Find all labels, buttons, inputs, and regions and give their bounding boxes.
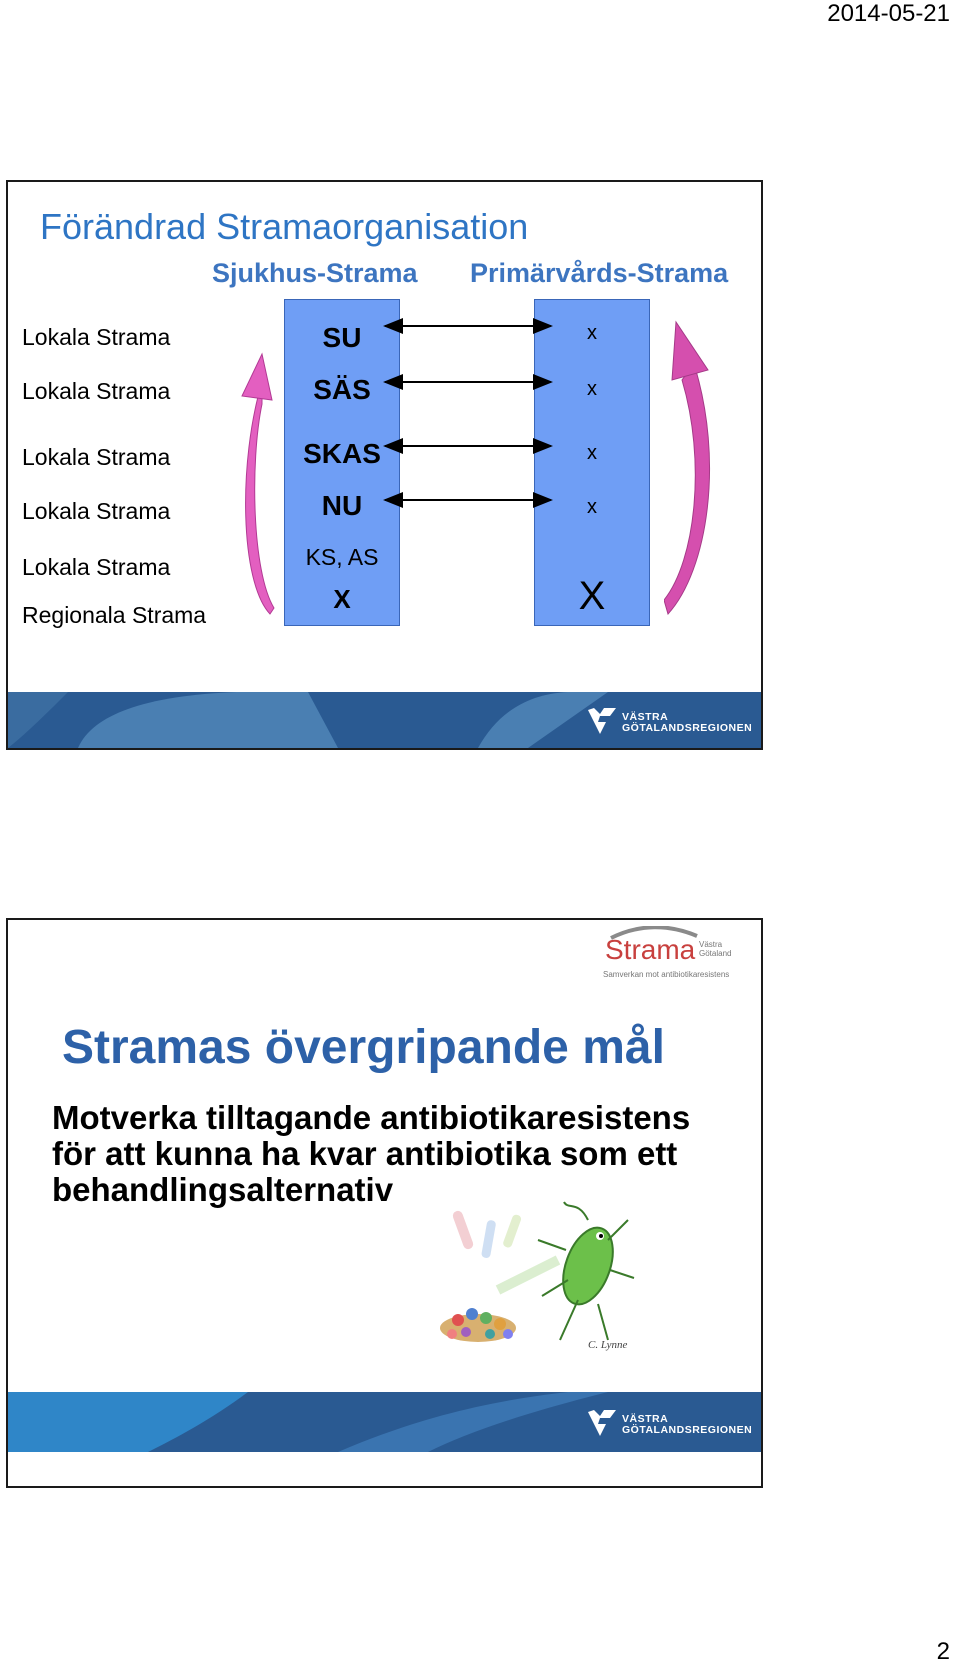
strama-logo-region: Västra Götaland [699,940,732,958]
slide-goals [6,918,763,1488]
hospital-su: SU [322,322,362,353]
body-line: behandlingsalternativ [52,1171,394,1208]
page-number: 2 [936,1638,950,1665]
row-label: Lokala Strama [22,444,171,470]
pill-pile-icon [440,1308,516,1342]
vgr-logo-line1: VÄSTRA [622,1413,669,1425]
illustration-signature: C. Lynne [588,1339,628,1351]
vgr-logo-line2: GÖTALANDSREGIONEN [622,1424,753,1436]
row-label: Lokala Strama [22,324,171,350]
vgr-logo-icon [586,1408,620,1438]
link-arrows [383,314,553,514]
hospital-nu: NU [321,490,363,521]
hospital-regional-x: X [333,584,351,614]
vgr-logo-line1: VÄSTRA [622,711,669,723]
hospital-sas: SÄS [313,374,371,405]
hospital-skas: SKAS [303,438,381,469]
column-header-hospital: Sjukhus-Strama [212,258,418,288]
body-line: för att kunna ha kvar antibiotika som ett [52,1135,678,1172]
footer-band [8,1392,761,1452]
vgr-logo-line2: GÖTALANDSREGIONEN [622,722,753,734]
row-label: Lokala Strama [22,498,171,524]
body-line: Motverka tilltagande antibiotikaresistens [52,1099,691,1136]
primary-x: x [587,378,597,400]
row-label-regional: Regionala Strama [22,602,207,628]
slide-organisation [6,180,763,750]
primary-x: x [587,322,597,344]
slide-body [52,1100,690,1208]
slide-title: Förändrad Stramaorganisation [40,206,529,247]
strama-logo-tagline: Samverkan mot antibiotikaresistens [603,970,730,979]
curved-arrow-left-icon [236,352,276,622]
row-label: Lokala Strama [22,378,171,404]
bacteria-illustration [438,1200,668,1360]
slide-title: Stramas övergripande mål [62,1021,665,1074]
document-date: 2014-05-21 [827,0,950,27]
vgr-logo-icon [586,706,620,736]
strama-logo-word: Strama [605,934,696,965]
primary-x: x [587,442,597,464]
curved-arrow-right-icon [664,320,724,620]
primary-regional-x: X [578,574,606,618]
green-bacteria-icon [538,1202,634,1340]
strama-logo [603,926,753,982]
primary-x: x [587,496,597,518]
hospital-ks-as: KS, AS [305,544,379,570]
row-label: Lokala Strama [22,554,171,580]
footer-band [8,692,761,748]
column-header-primary-care: Primärvårds-Strama [470,258,729,288]
